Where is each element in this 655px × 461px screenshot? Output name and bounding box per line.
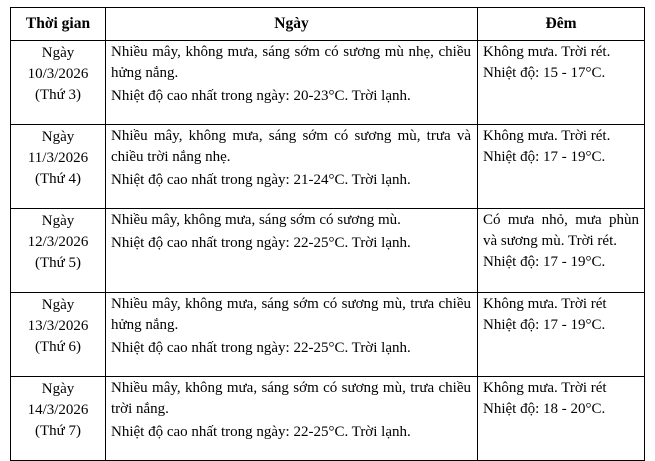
day-description: Nhiều mây, không mưa, sáng sớm có sương mù. (111, 212, 401, 228)
time-cell (11, 209, 106, 293)
night-temperature: Nhiệt độ: 17 - 19°C. (483, 149, 606, 165)
table-row (11, 377, 645, 461)
time-cell (11, 41, 106, 125)
night-description: Có mưa nhỏ, mưa phùn và sương mù. Trời rét. (483, 212, 639, 249)
day-cell (106, 293, 478, 377)
day-description: Nhiều mây, không mưa, sáng sớm có sương mù, trưa chiều hửng nắng. (111, 296, 471, 333)
night-cell (478, 377, 645, 461)
night-description: Không mưa. Trời rét. (483, 128, 611, 144)
time-date: 10/3/2026 (27, 66, 89, 82)
time-cell (11, 293, 106, 377)
day-temperature: Nhiệt độ cao nhất trong ngày: 20-23°C. Trời lạnh. (111, 88, 411, 104)
night-description: Không mưa. Trời rét. (483, 44, 611, 60)
day-description: Nhiều mây, không mưa, sáng sớm có sương mù, trưa chiều trời nắng. (111, 380, 471, 417)
time-label: Ngày (41, 297, 75, 313)
time-cell (11, 377, 106, 461)
header-time: Thời gian (11, 8, 106, 41)
time-date: 12/3/2026 (27, 234, 89, 250)
time-label: Ngày (41, 213, 75, 229)
header-night: Đêm (478, 8, 645, 41)
table-header-row (11, 8, 645, 41)
day-temperature: Nhiệt độ cao nhất trong ngày: 22-25°C. Trời lạnh. (111, 424, 411, 440)
forecast-table (10, 7, 645, 461)
night-cell (478, 125, 645, 209)
day-temperature: Nhiệt độ cao nhất trong ngày: 22-25°C. Trời lạnh. (111, 340, 411, 356)
time-cell (11, 125, 106, 209)
header-day: Ngày (106, 8, 478, 41)
night-description: Không mưa. Trời rét (483, 296, 607, 312)
day-description: Nhiều mây, không mưa, sáng sớm có sương mù, trưa và chiều trời nắng nhẹ. (111, 128, 471, 165)
time-label: Ngày (41, 381, 75, 397)
day-cell (106, 377, 478, 461)
night-temperature: Nhiệt độ: 17 - 19°C. (483, 317, 606, 333)
night-cell (478, 209, 645, 293)
night-temperature: Nhiệt độ: 15 - 17°C. (483, 65, 606, 81)
time-weekday: (Thứ 5) (34, 255, 82, 271)
day-cell (106, 209, 478, 293)
night-description: Không mưa. Trời rét (483, 380, 607, 396)
time-weekday: (Thứ 4) (34, 171, 82, 187)
table-row (11, 125, 645, 209)
day-description: Nhiều mây, không mưa, sáng sớm có sương mù nhẹ, chiều hửng nắng. (111, 44, 471, 81)
time-date: 13/3/2026 (27, 318, 89, 334)
table-row (11, 209, 645, 293)
time-weekday: (Thứ 3) (34, 87, 82, 103)
time-weekday: (Thứ 7) (34, 423, 82, 439)
time-weekday: (Thứ 6) (34, 339, 82, 355)
night-temperature: Nhiệt độ: 18 - 20°C. (483, 401, 606, 417)
time-date: 14/3/2026 (27, 402, 89, 418)
day-cell (106, 41, 478, 125)
time-label: Ngày (41, 129, 75, 145)
day-cell (106, 125, 478, 209)
table-row (11, 41, 645, 125)
night-cell (478, 41, 645, 125)
night-temperature: Nhiệt độ: 17 - 19°C. (483, 254, 606, 270)
day-temperature: Nhiệt độ cao nhất trong ngày: 21-24°C. Trời lạnh. (111, 172, 411, 188)
time-label: Ngày (41, 45, 75, 61)
night-cell (478, 293, 645, 377)
time-date: 11/3/2026 (27, 150, 89, 166)
day-temperature: Nhiệt độ cao nhất trong ngày: 22-25°C. Trời lạnh. (111, 235, 411, 251)
table-row (11, 293, 645, 377)
